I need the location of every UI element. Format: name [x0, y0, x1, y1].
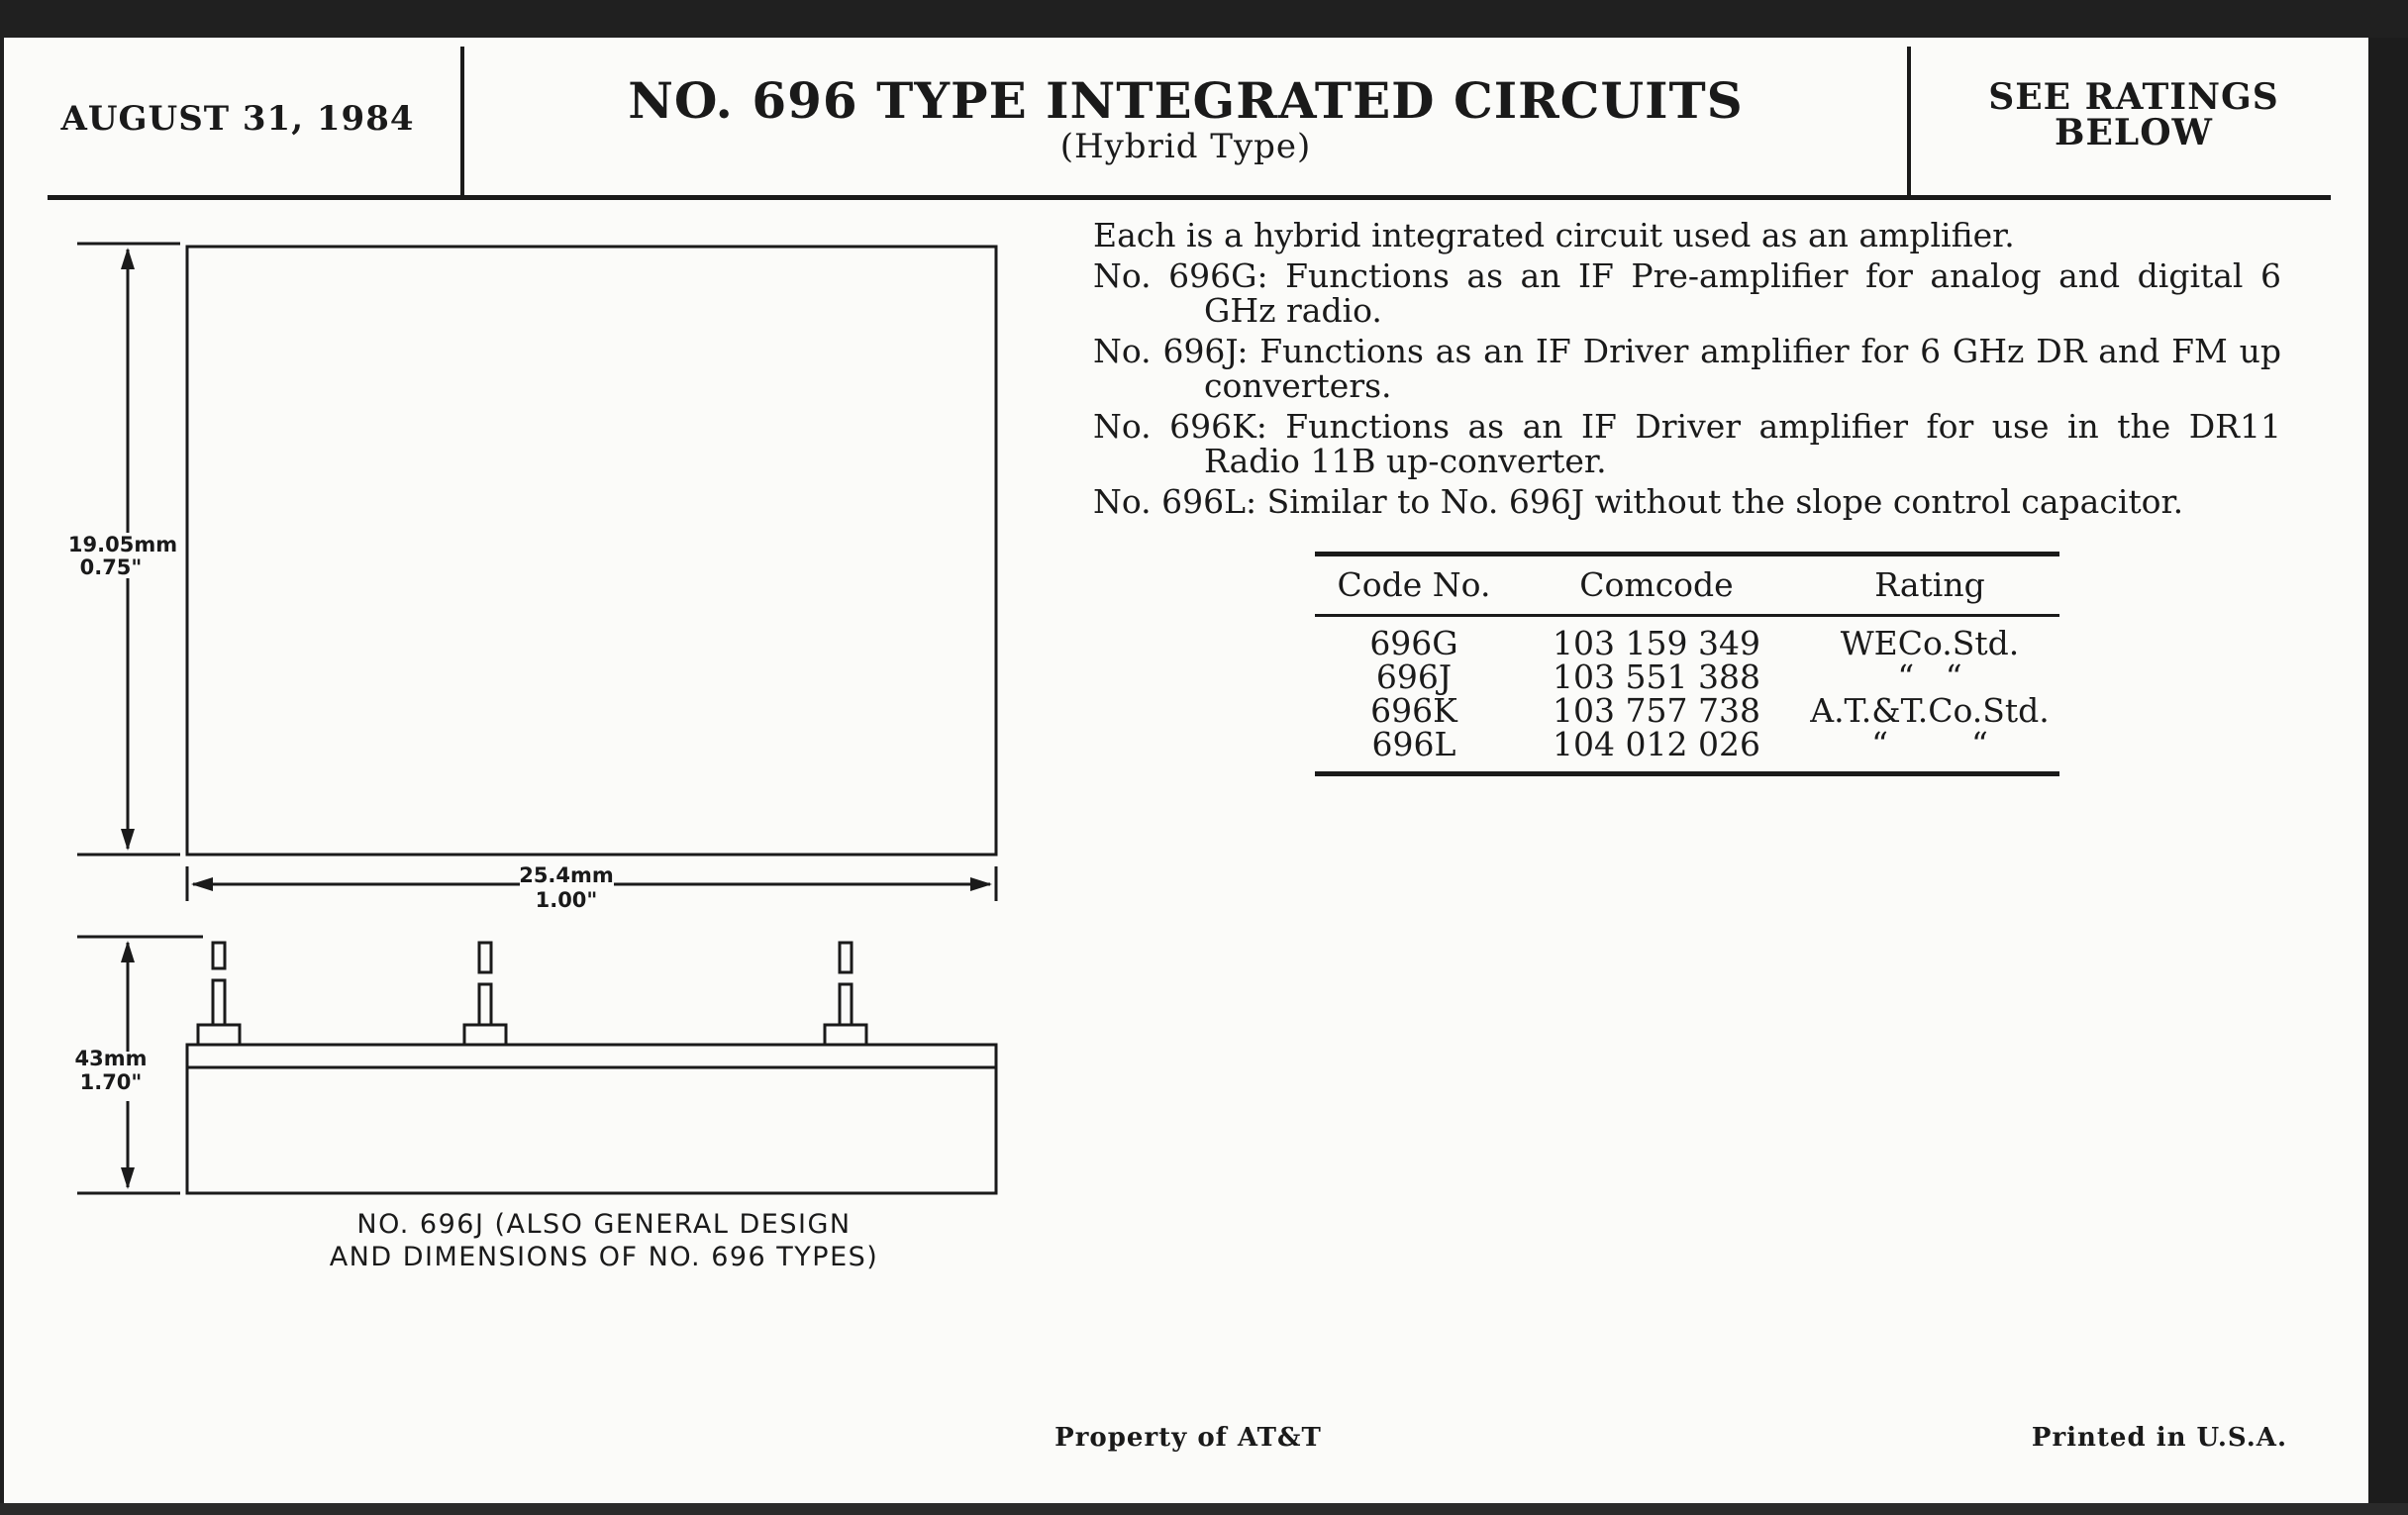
card-bottom-edge: [0, 1503, 2408, 1515]
height-in-label: 0.75": [79, 556, 143, 579]
column-header-comcode: Comcode: [1579, 565, 1734, 604]
column-header-code: Code No.: [1337, 565, 1491, 604]
ratings-note-line2: BELOW: [2055, 112, 2213, 153]
description-item-696g: No. 696G: Functions as an IF Pre-amplifier for analog and digital 6 GHz radio.: [1093, 256, 2281, 330]
property-notice: Property of AT&T: [1054, 1423, 1322, 1453]
drawing-caption-line2: AND DIMENSIONS OF NO. 696 TYPES): [329, 1242, 879, 1272]
page-subtitle: (Hybrid Type): [1059, 127, 1312, 166]
page-title: NO. 696 TYPE INTEGRATED CIRCUITS: [628, 71, 1744, 130]
pin-right: [825, 943, 866, 1045]
table-row: [1315, 691, 2059, 730]
comcode-cell: 103 551 388: [1553, 657, 1760, 696]
pin-middle: [464, 943, 506, 1045]
dimension-drawing: [0, 0, 1089, 1386]
printed-notice: Printed in U.S.A.: [2031, 1423, 2287, 1453]
code-cell: 696L: [1371, 725, 1456, 763]
description: [1093, 218, 2281, 525]
description-item-696l: No. 696L: Similar to No. 696J without the slope control capacitor.: [1093, 482, 2184, 521]
table-header-row: [1315, 556, 2059, 614]
rating-cell: WECo.Std.: [1840, 624, 2020, 662]
width-in-label: 1.00": [535, 888, 598, 912]
side-mm-label: 43mm: [74, 1047, 148, 1070]
rating-cell: A.T.&T.Co.Std.: [1810, 691, 2050, 730]
ratings-note-line1: SEE RATINGS: [1988, 76, 2279, 118]
issue-date: AUGUST 31, 1984: [60, 99, 415, 139]
comcode-cell: 104 012 026: [1553, 725, 1760, 763]
table-row: [1315, 624, 2059, 662]
height-mm-label: 19.05mm: [67, 533, 178, 556]
description-item-696k: No. 696K: Functions as an IF Driver amplifier for use in the DR11 Radio 11B up-converter.: [1093, 407, 2281, 480]
description-item-696j: No. 696J: Functions as an IF Driver amplifier for 6 GHz DR and FM up converters.: [1093, 332, 2281, 405]
comcode-cell: 103 757 738: [1553, 691, 1760, 730]
code-cell: 696K: [1370, 691, 1457, 730]
ratings-note: [1911, 76, 2357, 153]
rating-cell: “ “: [1897, 657, 1962, 696]
top-view-outline: [187, 247, 996, 855]
description-intro: Each is a hybrid integrated circuit used as an amplifier.: [1093, 216, 2015, 254]
code-cell: 696G: [1369, 624, 1458, 662]
table-row: [1315, 657, 2059, 696]
table-bottom-rule: [1315, 771, 2059, 776]
table-body: [1315, 617, 2059, 771]
card-right-edge: [2368, 38, 2408, 1515]
column-header-rating: Rating: [1874, 565, 1985, 604]
rating-cell: “ “: [1871, 725, 1988, 763]
side-in-label: 1.70": [79, 1070, 143, 1094]
table-row: [1315, 725, 2059, 763]
drawing-caption: [228, 1208, 980, 1273]
comcode-cell: 103 159 349: [1553, 624, 1760, 662]
ratings-table: [1315, 552, 2059, 776]
width-mm-label: 25.4mm: [519, 863, 614, 887]
drawing-caption-line1: NO. 696J (ALSO GENERAL DESIGN: [356, 1209, 852, 1240]
pin-left: [198, 943, 240, 1045]
code-cell: 696J: [1375, 657, 1453, 696]
